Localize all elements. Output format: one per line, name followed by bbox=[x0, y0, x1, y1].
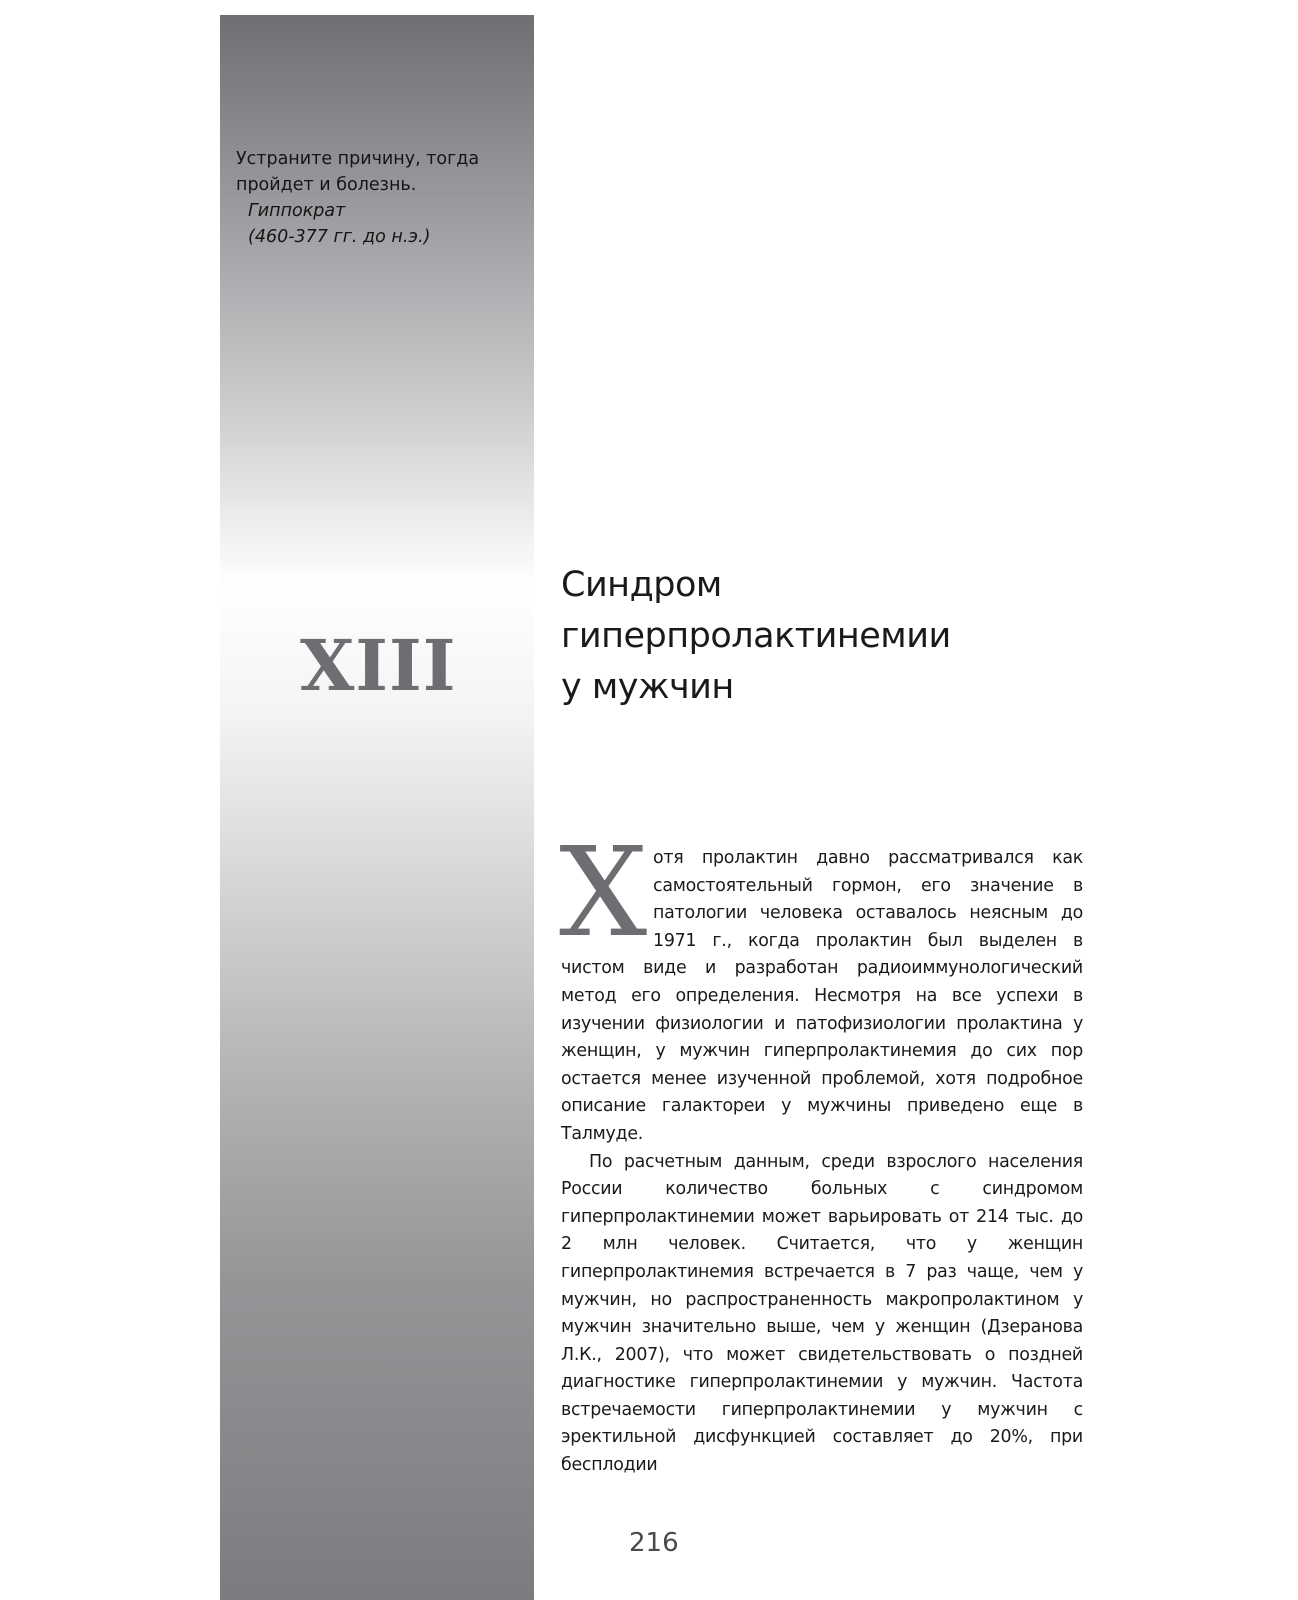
epigraph-dates: (460-377 гг. до н.э.) bbox=[248, 227, 431, 247]
chapter-title-line-1: Синдром bbox=[561, 565, 722, 605]
epigraph bbox=[236, 146, 526, 250]
body-paragraph-1 bbox=[559, 821, 1083, 1149]
chapter-number: XIII bbox=[300, 624, 457, 707]
body-paragraph-2: По расчетным данным, среди взрослого населения России количество больных с синдромом гиперпролактинемии может варьировать от 214 тыс. до 2 млн человек. Считается, что у женщин гиперпролактинемия встречается в 7 раз чаще, чем у мужчин, но распространенность макропролактином у мужчин значительно выше, чем у женщин (Дзеранова Л.К., 2007), что может свидетельствовать о поздней диагностике гиперпролактинемии у мужчин. Частота встречаемости гиперпролактинемии у мужчин с эректильной дисфункцией составляет до 20%, при бесплодии bbox=[561, 1151, 1083, 1476]
chapter-title bbox=[561, 560, 1161, 713]
page-number: 216 bbox=[629, 1528, 679, 1558]
body-paragraph-1-text: отя пролактин давно рассматривался как самостоятельный гормон, его значение в патологии человека оставалось неясным до 1971 г., когда пролактин был выделен в чистом виде и разработан радиоиммунологический метод его определения. Несмотря на все успехи в изучении физиологии и патофизиологии пролактина у женщин, у мужчин гиперпролактинемия до сих пор остается менее изученной проблемой, хотя подробное описание галактореи у мужчины приведено еще в Талмуде. bbox=[561, 848, 1083, 1144]
epigraph-author: Гиппократ bbox=[248, 201, 346, 221]
epigraph-quote: Устраните причину, тогда пройдет и болезнь. bbox=[236, 149, 480, 195]
dropcap-letter: Х bbox=[559, 821, 648, 965]
chapter-side-band bbox=[220, 15, 534, 1600]
chapter-body bbox=[559, 821, 1083, 1480]
chapter-title-line-3: у мужчин bbox=[561, 667, 734, 707]
chapter-title-line-2: гиперпролактинемии bbox=[561, 616, 951, 656]
